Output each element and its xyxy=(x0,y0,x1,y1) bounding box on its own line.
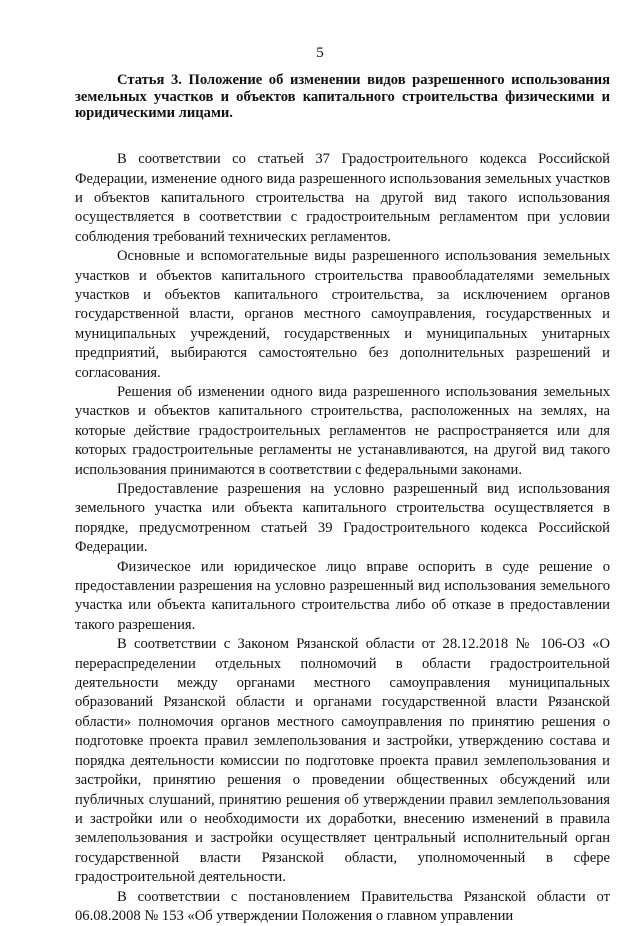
paragraph-federal-laws: Решения об изменении одного вида разрешенного использования земельных участков и объектов капитального строительства, расположенных на землях, на которые действие градостроительных регламентов не распространяется или для которых градостроительные регламенты не устанавливаются, на другой вид такого использования принимаются в соответствии с федеральными законами. xyxy=(75,383,610,478)
paragraph-ryazan-law: В соответствии с Законом Рязанской области от 28.12.2018 № 106-ОЗ «О перераспределении отдельных полномочий в области градостроительной деятельности между органами местного самоуправления муниципальных образований Рязанской области и органами государственной власти Рязанской области» полномочия органов местного самоуправления по принятию решения о подготовке проекта правил землепользования и застройки, утверждению состава и порядка деятельности комиссии по подготовке проекта правил землепользования и застройки, принятию решения о проведении общественных обсуждений или публичных слушаний, принятию решения об утверждении правил землепользования и застройки или о необходимости их доработки, внесению изменений в правила землепользования и застройки осуществляет центральный исполнительный орган государственной власти Рязанской области, уполномоченный в сфере градостроительной деятельности. xyxy=(75,636,610,886)
paragraph-change-of-use: В соответствии со статьей 37 Градостроительного кодекса Российской Федерации, изменение одного вида разрешенного использования земельных участков и объектов капитального строительства на другой вид такого использования осуществляется в соответствии с градостроительным регламентом при условии соблюдения требований технических регламентов. xyxy=(75,151,610,245)
paragraph-conditional-permit: Предоставление разрешения на условно разрешенный вид использования земельного участка или объекта капитального строительства осуществляется в порядке, предусмотренном статьей 39 Градостроительного кодекса Российской Федерации. xyxy=(75,481,610,556)
page-number: 5 xyxy=(316,45,324,61)
article-body xyxy=(75,72,610,926)
paragraph-court-appeal: Физическое или юридическое лицо вправе оспорить в суде решение о предоставлении разрешения на условно разрешенный вид использования земельного участка или объекта капитального строительства либо об отказе в предоставлении такого разрешения. xyxy=(75,558,610,633)
article-heading: Статья 3. Положение об изменении видов разрешенного использования земельных участков и объектов капитального строительства физическими и юридическими лицами. xyxy=(75,72,610,122)
paragraph-government-resolution: В соответствии с постановлением Правительства Рязанской области от 06.08.2008 № 153 «Об утверждении Положения о главном управлении xyxy=(75,888,610,924)
paragraph-main-auxiliary-uses: Основные и вспомогательные виды разрешенного использования земельных участков и объектов капитального строительства правообладателями земельных участков и объектов капитального строительства, за исключением органов государственной власти, органов местного самоуправления, государственных и муниципальных учреждений, государственных и муниципальных унитарных предприятий, выбираются самостоятельно без дополнительных разрешений и согласования. xyxy=(75,248,610,381)
